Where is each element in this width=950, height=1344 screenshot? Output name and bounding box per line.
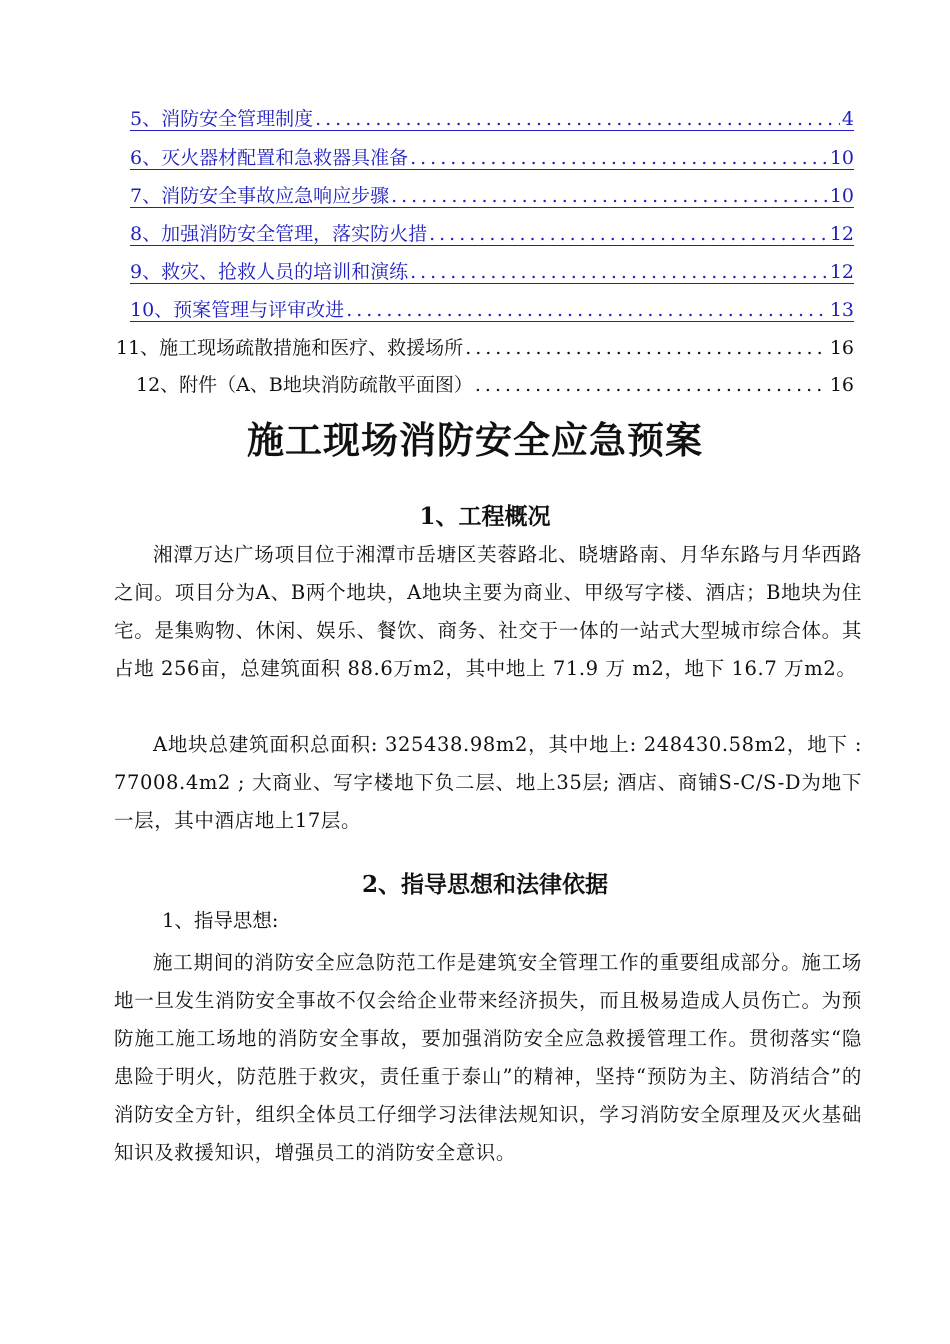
toc-title: 9、救灾、抢救人员的培训和演练: [130, 261, 409, 283]
toc-page: 4: [841, 108, 854, 130]
toc-title: 5、消防安全管理制度: [130, 108, 314, 130]
toc-leader: [344, 297, 828, 322]
subheading-guiding-thought: 1、指导思想:: [162, 909, 279, 932]
toc-title: 7、消防安全事故应急响应步骤: [130, 185, 390, 207]
toc-title: 6、灭火器材配置和急救器具准备: [130, 147, 409, 169]
toc-item-12: [136, 370, 854, 400]
toc-page: 12: [829, 223, 854, 245]
toc-leader: [463, 333, 828, 363]
toc-leader: [313, 106, 840, 131]
toc-leader: [389, 183, 828, 208]
document-title: 施工现场消防安全应急预案: [247, 418, 703, 462]
toc-page: 10: [829, 185, 854, 207]
toc-item-5[interactable]: [130, 106, 854, 131]
toc-title: 12、附件（A、B地块消防疏散平面图）: [136, 374, 473, 396]
section-heading-guiding: 2、指导思想和法律依据: [361, 871, 608, 898]
toc-page: 16: [829, 374, 854, 396]
section-heading-overview: 1、工程概况: [419, 503, 551, 530]
toc-leader: [473, 370, 828, 400]
toc-page: 12: [829, 261, 854, 283]
toc-item-7[interactable]: [130, 183, 854, 208]
toc-page: 13: [829, 299, 854, 321]
toc-item-6[interactable]: [130, 145, 854, 170]
toc-leader: [427, 221, 828, 246]
toc-title: 11、施工现场疏散措施和医疗、救援场所: [116, 337, 464, 359]
toc-leader: [408, 145, 828, 170]
toc-leader: [408, 259, 828, 284]
toc-title: 10、预案管理与评审改进: [130, 299, 345, 321]
toc-item-11: [116, 333, 854, 363]
toc-page: 16: [829, 337, 854, 359]
paragraph-overview-2: A地块总建筑面积总面积: 325438.98m2，其中地上: 248430.58m2，地下 : 77008.4m2 ; 大商业、写字楼地下负二层、地上35层; 酒店、商铺S-C/S-D为地下一层，其中酒店地上17层。: [114, 733, 862, 832]
paragraph-guiding-1: 施工期间的消防安全应急防范工作是建筑安全管理工作的重要组成部分。施工场地一旦发生消防安全事故不仅会给企业带来经济损失，而且极易造成人员伤亡。为预防施工施工场地的消防安全事故，要加强消防安全应急救援管理工作。贯彻落实“隐患险于明火，防范胜于救灾，责任重于泰山”的精神，坚持“预防为主、防消结合”的消防安全方针，组织全体员工仔细学习法律法规知识，学习消防安全原理及灭火基础知识及救援知识，增强员工的消防安全意识。: [114, 951, 862, 1164]
toc-page: 10: [829, 147, 854, 169]
toc-item-10[interactable]: [130, 297, 854, 322]
toc-item-8[interactable]: [130, 221, 854, 246]
toc-title: 8、加强消防安全管理，落实防火措: [130, 223, 428, 245]
toc-item-9[interactable]: [130, 259, 854, 284]
paragraph-overview-1: 湘潭万达广场项目位于湘潭市岳塘区芙蓉路北、晓塘路南、月华东路与月华西路之间。项目分为A、B两个地块，A地块主要为商业、甲级写字楼、酒店；B地块为住宅。是集购物、休闲、娱乐、餐饮、商务、社交于一体的一站式大型城市综合体。其占地 256亩，总建筑面积 88.6万m2，其中地上 71.9 万 m2，地下 16.7 万m2。: [114, 543, 862, 680]
